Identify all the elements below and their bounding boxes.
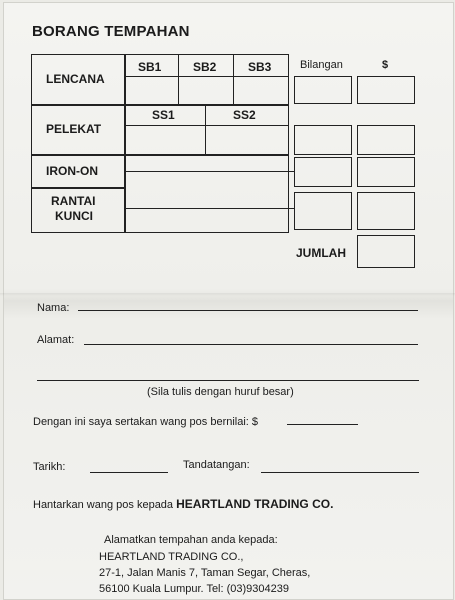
signature-entry-line[interactable] [261,472,419,473]
price-column-header: $ [382,59,389,71]
order-address-heading: Alamatkan tempahan anda kepada: [104,534,278,546]
sb2-quantity-cell[interactable] [180,78,232,103]
name-entry-line[interactable] [78,310,418,311]
address-label: Alamat: [37,334,75,346]
sb1-quantity-cell[interactable] [126,78,177,103]
lencana-quantity-box[interactable] [294,76,352,104]
name-label: Nama: [37,302,70,314]
row-label-iron-on: IRON-ON [46,164,98,178]
signature-label: Tandatangan: [183,459,250,471]
postal-order-amount-label: Dengan ini saya sertakan wang pos bernilai: $ [33,416,259,428]
ss1-quantity-cell[interactable] [126,127,204,153]
row-divider [31,104,289,106]
rantai-kunci-entry-line[interactable] [124,208,294,209]
row-label-kunci: KUNCI [55,209,93,223]
date-label: Tarikh: [33,461,66,473]
total-label: JUMLAH [296,246,346,260]
fold-crease [0,293,455,296]
iron-on-price-box[interactable] [357,157,415,187]
pelekat-bottom-line [124,154,289,156]
send-postal-order-text [33,497,333,511]
date-entry-line[interactable] [90,472,168,473]
form-title: BORANG TEMPAHAN [32,23,190,40]
col-header-sb3: SB3 [248,60,272,74]
row-divider [31,154,125,156]
company-address-line-3: 56100 Kuala Lumpur. Tel: (03)9304239 [99,583,289,595]
company-address-line-1: HEARTLAND TRADING CO., [99,551,244,563]
row-label-pelekat: PELEKAT [46,122,102,136]
sb3-quantity-cell[interactable] [235,78,287,103]
address-entry-line-2[interactable] [37,380,419,381]
iron-on-entry-line[interactable] [124,171,294,172]
send-company: HEARTLAND TRADING CO. [176,497,334,511]
company-address-line-2: 27-1, Jalan Manis 7, Taman Segar, Cheras, [99,567,311,579]
rantai-quantity-box[interactable] [294,192,352,230]
total-price-box[interactable] [357,235,415,268]
ss2-quantity-cell[interactable] [207,127,287,153]
quantity-column-header: Bilangan [300,59,343,71]
address-note: (Sila tulis dengan huruf besar) [147,386,294,398]
pelekat-quantity-box[interactable] [294,125,352,155]
col-header-sb2: SB2 [193,60,217,74]
send-prefix: Hantarkan wang pos kepada [33,499,174,511]
iron-on-quantity-box[interactable] [294,157,352,187]
lencana-price-box[interactable] [357,76,415,104]
col-header-ss1: SS1 [152,108,175,122]
address-entry-line-1[interactable] [84,344,418,345]
row-label-lencana: LENCANA [46,72,105,86]
col-header-sb1: SB1 [138,60,162,74]
row-divider [31,187,125,189]
col-header-ss2: SS2 [233,108,256,122]
pelekat-price-box[interactable] [357,125,415,155]
row-label-rantai: RANTAI [51,194,96,208]
rantai-price-box[interactable] [357,192,415,230]
postal-order-amount-line[interactable] [287,424,358,425]
